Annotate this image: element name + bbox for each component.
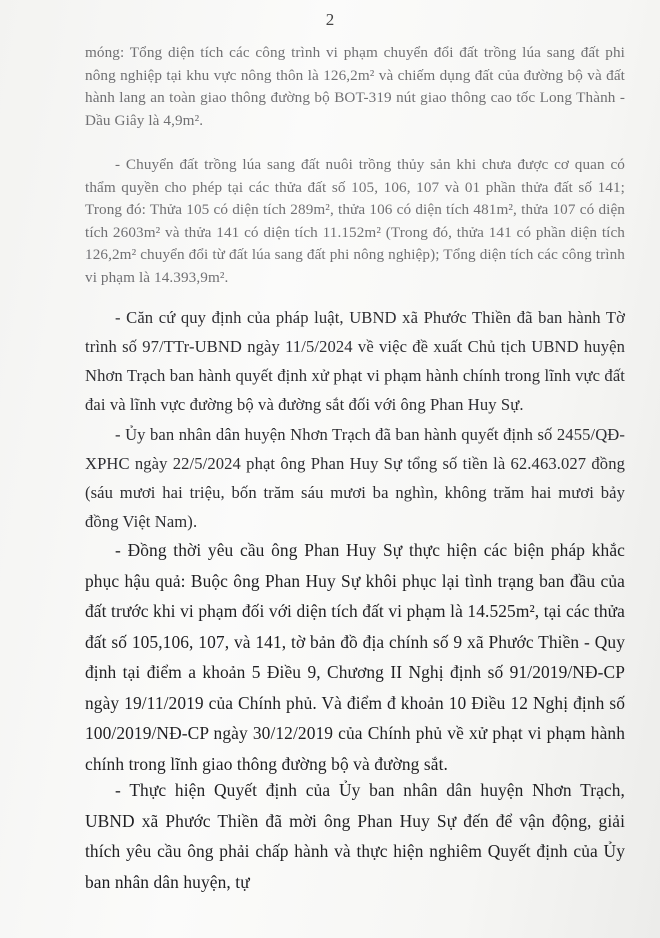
- paragraph-3: - Căn cứ quy định của pháp luật, UBND xã Phước Thiền đã ban hành Tờ trình số 97/TTr-UBND ngày 11/5/2024 về việc đề xuất Chủ tịch UBND huyện Nhơn Trạch ban hành quyết định xử phạt vi phạm hành chính trong lĩnh vực đất đai và lĩnh vực đường bộ và đường sắt đối với ông Phan Huy Sự.: [85, 308, 625, 414]
- page-number: 2: [325, 10, 335, 29]
- paragraph-2: - Chuyển đất trồng lúa sang đất nuôi trồng thủy sản khi chưa được cơ quan có thẩm quyền cho phép tại các thửa đất số 105, 106, 107 và 01 phần thửa đất số 141; Trong đó: Thửa 105 có diện tích 289m², thửa 106 có diện tích 481m², thửa 107 có diện tích 2603m² và thửa 141 có diện tích 11.152m² (Trong đó, thửa 141 có phần diện tích 126,2m² chuyển đổi từ đất lúa sang đất phi nông nghiệp); Tổng diện tích các công trình vi phạm là 14.393,9m².: [85, 156, 625, 286]
- paragraph-5: - Đồng thời yêu cầu ông Phan Huy Sự thực hiện các biện pháp khắc phục hậu quả: Buộc ông Phan Huy Sự khôi phục lại tình trạng ban đầu của đất trước khi vi phạm đối với diện tích đất vi phạm là 14.525m², tại các thửa đất số 105,106, 107, và 141, tờ bản đồ địa chính số 9 xã Phước Thiền - Quy định tại điểm a khoản 5 Điều 9, Chương II Nghị định số 91/2019/NĐ-CP ngày 19/11/2019 của Chính phủ. Và điểm đ khoản 10 Điều 12 Nghị định số 100/2019/NĐ-CP ngày 30/12/2019 của Chính phủ về xử phạt vi phạm hành chính trong lĩnh giao thông đường bộ và đường sắt.: [85, 540, 625, 774]
- paragraph-1: móng: Tổng diện tích các công trình vi phạm chuyển đổi đất trồng lúa sang đất phi nông nghiệp tại khu vực nông thôn là 126,2m² và chiếm dụng đất của đường bộ và đất hành lang an toàn giao thông đường bộ BOT-319 nút giao thông cao tốc Long Thành - Dầu Giây là 4,9m².: [85, 44, 625, 129]
- paragraph-6: - Thực hiện Quyết định của Ủy ban nhân dân huyện Nhơn Trạch, UBND xã Phước Thiền đã mời ông Phan Huy Sự đến để vận động, giải thích yêu cầu ông phải chấp hành và thực hiện nghiêm Quyết định của Ủy ban nhân dân huyện, tự: [85, 780, 625, 892]
- paragraph-4: - Ủy ban nhân dân huyện Nhơn Trạch đã ban hành quyết định số 2455/QĐ-XPHC ngày 22/5/2024 phạt ông Phan Huy Sự tổng số tiền là 62.463.027 đồng (sáu mươi hai triệu, bốn trăm sáu mươi ba nghìn, không trăm hai mươi bảy đồng Việt Nam).: [85, 425, 625, 531]
